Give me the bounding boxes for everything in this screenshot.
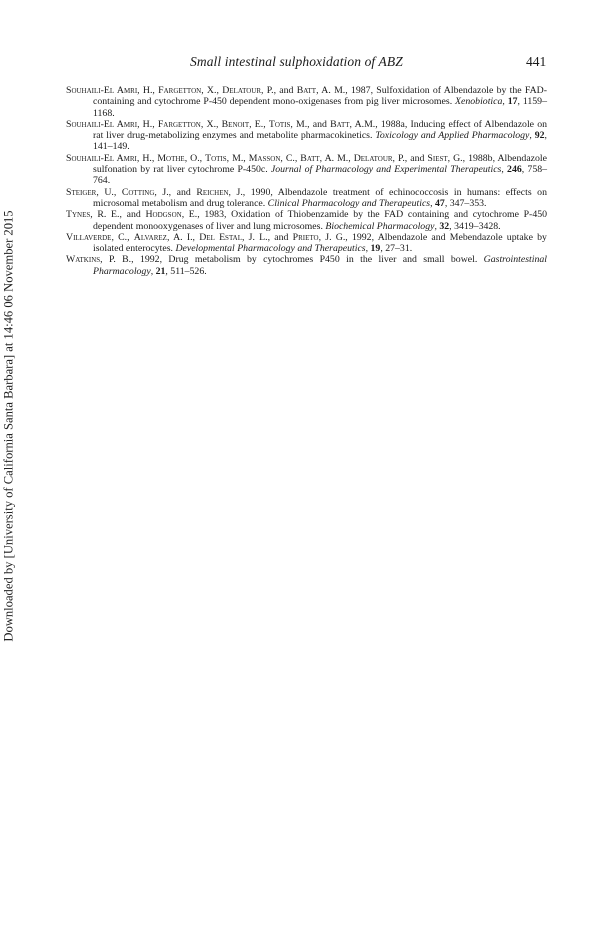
reference-year: 1987 — [350, 85, 371, 96]
author-surname: Del Estal — [199, 231, 242, 243]
reference-journal: Journal of Pharmacology and Experimental Therapeutics — [270, 164, 502, 176]
reference-volume: 21 — [155, 265, 166, 277]
author-surname: Benoit — [221, 118, 250, 130]
reference-title: , Inducing effect of Albendazole on rat liver drug-metabolizing enzymes and metabolite pharmacokinetics. — [93, 118, 547, 142]
reference-entry: Souhaili-El Amri, H., Mothe, O., Totis, M., Masson, C., Batt, A. M., Delatour, P., and Siest, G., 1988b, Albendazole sulfonation by rat liver cytochrome P-450c. Journal of Pharmacology and Experimental Therapeutics, 246, 758–764. — [66, 152, 548, 187]
author-conjunction: and — [312, 118, 331, 130]
author-initials: , U., — [96, 186, 122, 198]
author-surname: Souhaili-El Amri — [66, 85, 138, 96]
author-initials: , C., — [280, 152, 301, 164]
author-initials: , X., — [200, 118, 222, 130]
author-initials: , C., — [111, 231, 134, 243]
author-surname: Delatour — [353, 152, 393, 164]
reference-title: , Albendazole and Mebendazole uptake by isolated enterocytes. — [93, 231, 547, 255]
reference-volume: 19 — [370, 243, 381, 255]
author-surname: Batt — [300, 152, 320, 164]
reference-volume: 47 — [435, 197, 445, 209]
author-conjunction: and — [126, 209, 146, 221]
author-surname: Cotting — [121, 186, 155, 198]
reference-journal: Clinical Pharmacology and Therapeutics — [267, 197, 431, 209]
author-surname: Villaverde — [66, 231, 112, 243]
reference-pages: 347–353. — [449, 197, 487, 209]
author-initials: , A.M., — [349, 118, 381, 130]
page-number: 441 — [526, 54, 547, 69]
author-initials: , A. M., — [316, 85, 351, 96]
reference-volume: 32 — [439, 220, 450, 232]
reference-journal: Toxicology and Applied Pharmacology — [375, 130, 530, 142]
author-surname: Souhaili-El Amri — [66, 118, 138, 130]
author-surname: Siest — [427, 152, 448, 164]
reference-year: 1988a — [380, 118, 405, 130]
reference-entry: Watkins, P. B., 1992, Drug metabolism by cytochromes P450 in the liver and small bowel. Gastrointestinal Pharmacology, 21, 511–526. — [66, 254, 547, 277]
author-initials: , E., — [249, 118, 269, 130]
author-surname: Mothe — [157, 152, 185, 164]
author-surname: Fargetton — [158, 85, 202, 96]
author-conjunction: and — [279, 85, 297, 96]
author-surname: Totis — [268, 118, 291, 130]
reference-volume: 17 — [507, 96, 518, 108]
author-surname: Prieto — [292, 231, 319, 243]
author-initials: , P., — [261, 85, 280, 96]
author-initials: , P., — [392, 152, 411, 164]
reference-title: , Sulfoxidation of Albendazole by the FAD-containing and cytochrome P-450 dependent mono-oxigenases from pig liver microsomes. — [93, 85, 548, 108]
author-initials: , H., — [137, 118, 158, 130]
author-initials: , J. G., — [318, 231, 352, 243]
reference-title: , Albendazole sulfonation by rat liver cytochrome P-450c. — [93, 152, 547, 176]
reference-pages: 27–31. — [385, 243, 413, 255]
reference-year: 1988b — [468, 152, 493, 164]
reference-title: , Drug metabolism by cytochromes P450 in the liver and small bowel. — [159, 254, 484, 266]
reference-volume: 246 — [507, 164, 522, 176]
author-initials: , X., — [201, 85, 223, 96]
author-surname: Batt — [330, 118, 350, 130]
author-initials: , E., — [181, 209, 205, 221]
reference-pages: 758–764. — [93, 164, 548, 187]
download-notice-text: Downloaded by [University of California Santa Barbara] at 14:46 06 November 2015 — [1, 210, 16, 642]
reference-entry: Tynes, R. E., and Hodgson, E., 1983, Oxidation of Thiobenzamide by the FAD containing and cytochrome P-450 dependent monooxygenases of liver and lung microsomes. Biochemical Pharmacology, 32, 3419–3428. — [66, 209, 548, 232]
author-surname: Fargetton — [157, 118, 201, 130]
reference-entry: Steiger, U., Cotting, J., and Reichen, J., 1990, Albendazole treatment of echinococcosis in humans: effects on microsomal metabolism and drug tolerance. Clinical Pharmacology and Therapeutics, 47, 347–353. — [66, 186, 547, 209]
author-conjunction: and — [410, 152, 428, 164]
author-initials: , G., — [447, 152, 469, 164]
author-surname: Delatour — [222, 85, 262, 96]
author-initials: , P. B., — [100, 254, 140, 266]
author-surname: Tynes — [66, 209, 91, 221]
reference-entry: Villaverde, C., Alvarez, A. I., Del Estal, J. L., and Prieto, J. G., 1992, Albendazole and Mebendazole uptake by isolated enterocytes. Developmental Pharmacology and Therapeutics, 19, 27–31. — [66, 231, 547, 255]
reference-pages: 141–149. — [93, 141, 130, 153]
reference-year: 1990 — [250, 186, 271, 198]
reference-list — [66, 85, 547, 277]
download-notice — [0, 140, 18, 712]
reference-pages: 3419–3428. — [454, 220, 501, 232]
author-initials: , A. I., — [166, 231, 200, 243]
reference-pages: 511–526. — [170, 265, 207, 277]
author-initials: , A. M., — [319, 152, 354, 164]
author-surname: Totis — [205, 152, 227, 164]
reference-journal: Developmental Pharmacology and Therapeutics — [175, 243, 366, 255]
author-initials: , J., — [154, 186, 177, 198]
reference-title: , Albendazole treatment of echinococcosis in humans: effects on microsomal metabolism and drug tolerance. — [93, 186, 547, 209]
reference-volume: 92 — [534, 130, 545, 142]
author-surname: Hodgson — [145, 209, 182, 221]
reference-journal: Xenobiotica — [455, 96, 503, 108]
author-surname: Souhaili-El Amri — [66, 152, 137, 164]
reference-pages: 1159–1168. — [93, 96, 547, 119]
running-title: Small intestinal sulphoxidation of ABZ — [190, 54, 403, 69]
author-initials: , J. L., — [242, 231, 275, 243]
reference-journal: Gastrointestinal Pharmacology — [93, 254, 547, 277]
author-conjunction: and — [176, 186, 197, 198]
author-initials: , R. E., — [90, 209, 127, 221]
reference-entry: Souhaili-El Amri, H., Fargetton, X., Delatour, P., and Batt, A. M., 1987, Sulfoxidation of Albendazole by the FAD-containing and cytochrome P-450 dependent mono-oxigenases from pig liver microsomes. Xenobiotica, 17, 1159–1168. — [66, 85, 548, 119]
author-surname: Watkins — [66, 254, 101, 266]
author-conjunction: and — [274, 231, 293, 243]
reference-journal: Biochemical Pharmacology — [325, 220, 435, 232]
author-surname: Steiger — [66, 186, 97, 198]
author-initials: , H., — [136, 152, 158, 164]
reference-year: 1992 — [139, 254, 160, 266]
author-initials: , O., — [184, 152, 206, 164]
author-initials: , M., — [290, 118, 313, 130]
author-initials: , M., — [226, 152, 249, 164]
author-initials: , J., — [228, 186, 251, 198]
reference-entry: Souhaili-El Amri, H., Fargetton, X., Benoit, E., Totis, M., and Batt, A.M., 1988a, Inducing effect of Albendazole on rat liver drug-metabolizing enzymes and metabolite pharmacokinetics. Toxicology and Applied Pharmacology, 92, 141–149. — [66, 118, 547, 153]
author-initials: , H., — [137, 85, 159, 96]
author-surname: Reichen — [196, 186, 229, 198]
author-surname: Alvarez — [133, 231, 167, 243]
author-surname: Masson — [248, 152, 281, 164]
reference-year: 1983 — [204, 209, 224, 221]
reference-title: , Oxidation of Thiobenzamide by the FAD containing and cytochrome P-450 dependent monooxygenases of liver and lung microsomes. — [93, 209, 548, 232]
reference-year: 1992 — [351, 231, 372, 243]
author-surname: Batt — [296, 85, 317, 96]
